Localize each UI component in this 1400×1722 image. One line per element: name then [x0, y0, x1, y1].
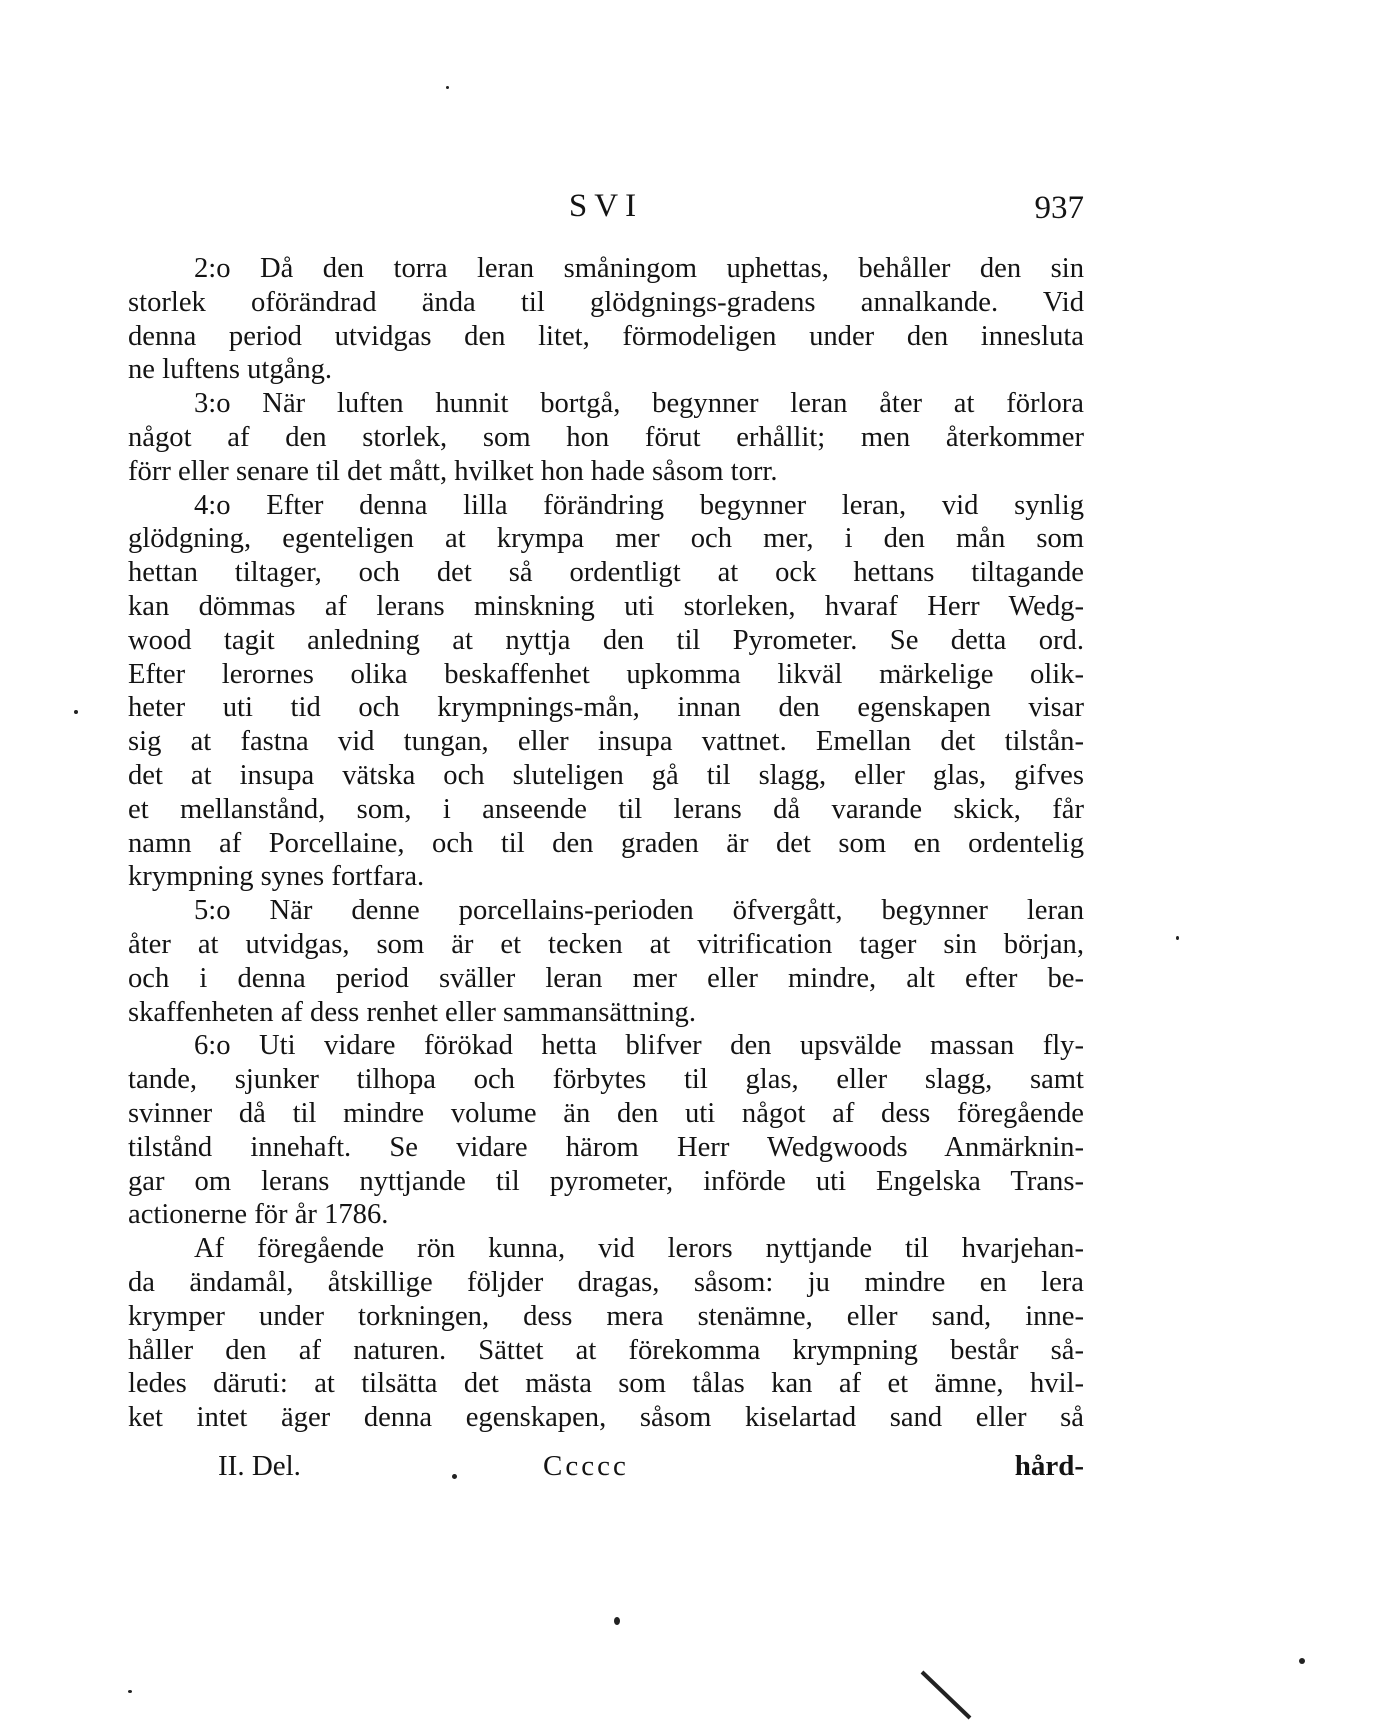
text-line: tande, sjunker tilhopa och förbytes til glas, eller slagg, samt — [128, 1064, 1084, 1096]
signature-mark: Ccccc — [543, 1450, 629, 1482]
text-line: 3:o När luften hunnit bortgå, begynner leran åter at förlora — [194, 388, 1084, 420]
text-line: 5:o När denne porcellains-perioden öfvergått, begynner leran — [194, 895, 1084, 927]
text-line: ledes däruti: at tilsätta det mästa som tålas kan af et ämne, hvil- — [128, 1368, 1084, 1400]
page-header — [128, 188, 1084, 234]
ink-speck — [452, 1474, 457, 1479]
ink-speck — [128, 1690, 132, 1693]
text-line: wood tagit anledning at nyttja den til Pyrometer. Se detta ord. — [128, 624, 1084, 656]
text-line: kan dömmas af lerans minskning uti storleken, hvaraf Herr Wedg- — [128, 590, 1084, 622]
page-footer — [128, 1450, 1084, 1490]
text-line: hettan tiltager, och det så ordentligt at ock hettans tiltagande — [128, 557, 1084, 589]
text-line: det at insupa vätska och sluteligen gå til slagg, eller glas, gifves — [128, 759, 1084, 791]
text-line: storlek oförändrad ända til glödgnings-gradens annalkande. Vid — [128, 286, 1084, 318]
text-line: da ändamål, åtskillige följder dragas, såsom: ju mindre en lera — [128, 1266, 1084, 1298]
text-line: krymper under torkningen, dess mera stenämne, eller sand, inne- — [128, 1300, 1084, 1332]
text-line: ket intet äger denna egenskapen, såsom kiselartad sand eller så — [128, 1402, 1084, 1434]
text-line: förr eller senare til det mått, hvilket hon hade såsom torr. — [128, 455, 778, 487]
ink-stroke — [920, 1670, 980, 1722]
text-line: heter uti tid och krympnings-mån, innan den egenskapen visar — [128, 692, 1084, 724]
text-line: actionerne för år 1786. — [128, 1199, 389, 1231]
text-line: skaffenheten af dess renhet eller sammansättning. — [128, 996, 696, 1028]
body-text — [128, 252, 1084, 1435]
text-line: glödgning, egenteligen at krympa mer och mer, i den mån som — [128, 523, 1084, 555]
catchword: hård- — [1014, 1450, 1084, 1482]
text-line: svinner då til mindre volume än den uti något af dess föregående — [128, 1097, 1084, 1129]
text-line: Af föregående rön kunna, vid lerors nyttjande til hvarjehan- — [194, 1233, 1084, 1265]
text-line: håller den af naturen. Sättet at förekomma krympning består så- — [128, 1334, 1084, 1366]
ink-speck — [614, 1617, 620, 1625]
text-line: 6:o Uti vidare förökad hetta blifver den upsvälde massan fly- — [194, 1030, 1084, 1062]
ink-speck — [74, 710, 78, 714]
text-line: tilstånd innehaft. Se vidare härom Herr Wedgwoods Anmärknin- — [128, 1131, 1084, 1163]
running-head: SVI — [568, 188, 644, 224]
text-line: et mellanstånd, som, i anseende til lerans då varande skick, får — [128, 793, 1084, 825]
ink-speck — [446, 86, 449, 89]
text-line: 4:o Efter denna lilla förändring begynner leran, vid synlig — [194, 489, 1084, 521]
text-line: något af den storlek, som hon förut erhållit; men återkommer — [128, 421, 1084, 453]
text-line: Efter lerornes olika beskaffenhet upkomma likväl märkelige olik- — [128, 658, 1084, 690]
text-line: åter at utvidgas, som är et tecken at vitrification tager sin början, — [128, 928, 1084, 960]
ink-speck — [1299, 1658, 1305, 1664]
text-line: denna period utvidgas den litet, förmodeligen under den innesluta — [128, 320, 1084, 352]
page-number: 937 — [1034, 190, 1084, 226]
text-line: 2:o Då den torra leran småningom uphettas, behåller den sin — [194, 253, 1084, 284]
text-line: namn af Porcellaine, och til den graden är det som en ordentelig — [128, 827, 1084, 859]
text-line: ne luftens utgång. — [128, 354, 333, 386]
text-line: sig at fastna vid tungan, eller insupa vattnet. Emellan det tilstån- — [128, 726, 1084, 758]
text-line: och i denna period sväller leran mer eller mindre, alt efter be- — [128, 962, 1084, 994]
signature-part: II. Del. — [218, 1450, 301, 1482]
text-line: krympning synes fortfara. — [128, 861, 425, 893]
ink-speck — [1176, 936, 1179, 940]
text-line: gar om lerans nyttjande til pyrometer, införde uti Engelska Trans- — [128, 1165, 1084, 1197]
